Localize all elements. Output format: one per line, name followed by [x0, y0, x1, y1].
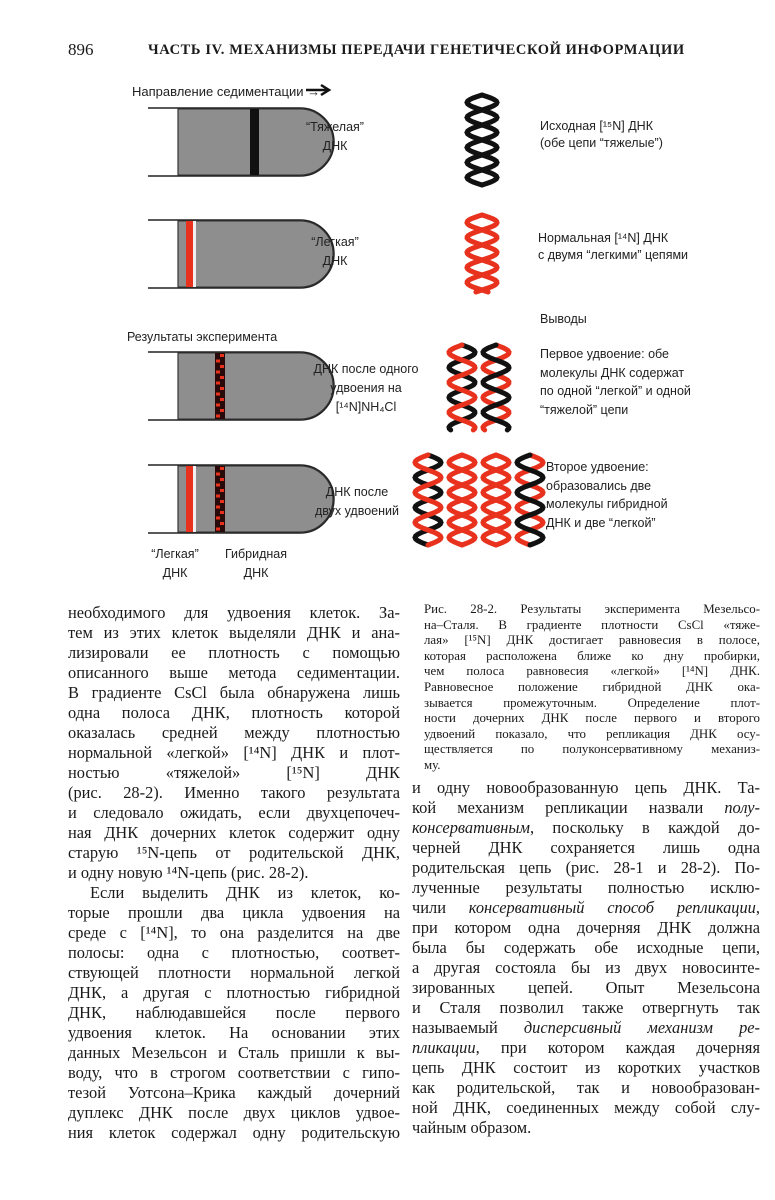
band-highlight — [193, 221, 196, 287]
text-line: данных Мезельсон и Сталь пришли к вы- — [68, 1043, 400, 1062]
emphasis: дисперсивный механизм ре- — [523, 1018, 760, 1037]
caption-line: му. — [424, 757, 441, 772]
label-line: ДНК после — [325, 485, 389, 499]
text-line: воду, что в строгом соответствии с гипо- — [68, 1063, 400, 1082]
label-line: образовались две — [546, 478, 652, 493]
label-line: по одной “легкой” и одной — [540, 384, 691, 398]
figure-caption — [424, 602, 760, 774]
band-highlight — [193, 466, 196, 532]
hybrid-band-speckle — [220, 511, 224, 514]
emphasis: пликации — [412, 1038, 476, 1057]
label-line: ДНК после одного — [313, 362, 419, 376]
second-doubling-tube — [178, 466, 333, 532]
hybrid-band-speckle — [220, 522, 224, 525]
text-line: одна полоса ДНК, плотность которой — [68, 703, 400, 722]
text-line: черней ДНК сохраняется лишь одна — [412, 838, 760, 857]
label-line: ДНК — [243, 566, 269, 580]
hybrid-band-speckle — [216, 415, 220, 418]
bottom-hybrid-label — [218, 545, 294, 583]
heavy-dna-label-line: ДНК — [322, 139, 348, 153]
caption-line: удвоений показало, что репликация ДНК осу- — [424, 726, 760, 741]
label-line: Второе удвоение: — [546, 460, 649, 474]
text-line: а другая состояла бы из двух новосинте- — [412, 958, 760, 977]
heavy-dna-label-line: “Тяжелая” — [306, 120, 364, 134]
text-line: чайным образом. — [412, 1118, 532, 1137]
label-line: молекулы ДНК содержат — [540, 365, 685, 380]
caption-line: Рис. 28-2. Результаты эксперимента Мезельсо- — [424, 602, 760, 616]
caption-line: чем полоса равновесия «легкой» [¹⁴N] ДНК. — [424, 664, 760, 679]
first-doubling-label — [540, 345, 691, 419]
light-dna-label — [300, 233, 370, 271]
caption-line: ности дочерних ДНК после первого и второго — [424, 711, 760, 726]
hybrid-band-speckle — [216, 506, 220, 509]
hybrid-band-speckle — [216, 382, 220, 385]
text-line: нормальной «легкой» [¹⁴N] ДНК и плот- — [68, 743, 400, 762]
hybrid-band-speckle — [216, 371, 220, 374]
text-line: была бы содержать обе исходные цепи, — [412, 938, 760, 957]
text-line: ния клеток содержал одну родительскую — [68, 1123, 400, 1142]
label-line: двух удвоений — [314, 504, 400, 518]
text-line: консервативным, поскольку в каждой до- — [412, 818, 760, 837]
second-doubling-label — [546, 458, 668, 532]
text-line: и одну новую ¹⁴N-цепь (рис. 28-2). — [68, 863, 309, 882]
after-one-doubling-label — [305, 360, 427, 417]
caption-line: на–Сталя. В градиенте плотности CsCl «тяже- — [424, 617, 760, 632]
text-line: оказалась средней между плотностью — [68, 723, 400, 742]
text-line: лученные результаты полностью исклю- — [412, 878, 760, 897]
text-line: (рис. 28-2). Именно такого результата — [68, 783, 400, 802]
text-line: старую ¹⁵N-цепь от родительской ДНК, — [68, 843, 400, 862]
hybrid-band-speckle — [220, 478, 224, 481]
left-text-column — [68, 603, 400, 1143]
text-line: лизировали ее плотность с помощью — [68, 643, 400, 662]
hybrid-band-speckle — [220, 467, 224, 470]
text-line: и одну новообразованную цепь ДНК. Та- — [412, 778, 760, 797]
label-line: “тяжелой” цепи — [540, 402, 629, 417]
hybrid-band-speckle — [216, 404, 220, 407]
label-line: молекулы гибридной — [546, 497, 668, 511]
text-line: чили консервативный способ репликации, — [412, 898, 760, 917]
text-line: ностью «тяжелой» [¹⁵N] ДНК — [68, 763, 400, 782]
emphasis: консервативным — [412, 818, 530, 837]
label-line: удвоения на — [330, 381, 402, 395]
normal-dna-label — [538, 230, 688, 264]
hybrid-band-speckle — [216, 360, 220, 363]
hybrid-band-speckle — [220, 409, 224, 412]
text-line: удвоения клеток. На основании этих — [68, 1023, 400, 1042]
text-line: и следовало ожидать, если двухцепочеч- — [68, 803, 400, 822]
text-line: как родительской, так и новообразован- — [412, 1078, 760, 1097]
running-title: ЧАСТЬ IV. МЕХАНИЗМЫ ПЕРЕДАЧИ ГЕНЕТИЧЕСКОЙ ИНФОРМАЦИИ — [148, 42, 685, 58]
label-line: “Легкая” — [151, 547, 199, 561]
text-line: и Сталя позволил также отвергнуть так — [412, 998, 760, 1017]
text-line: называемый дисперсивный механизм ре- — [412, 1018, 760, 1037]
text-line: торые прошли два цикла удвоения на — [68, 903, 400, 922]
hybrid-band-speckle — [220, 387, 224, 390]
text-line: описанного выше метода седиментации. — [68, 663, 400, 682]
text-line: дуплекс ДНК после двух циклов удвое- — [68, 1103, 400, 1122]
caption-line: зывается промежуточным. Определение плот- — [424, 695, 760, 710]
text-line: тем из этих клеток выделяли ДНК и ана- — [68, 623, 400, 642]
conclusions-title: Выводы — [540, 312, 587, 326]
hybrid-band-speckle — [216, 495, 220, 498]
light-dna-label-line: “Легкая” — [311, 235, 359, 249]
emphasis: полу- — [724, 798, 760, 817]
text-line: при котором одна дочерняя ДНК должна — [412, 918, 760, 937]
caption-line: Равновесное положение гибридной ДНК ока- — [424, 679, 760, 694]
label-line: Первое удвоение: обе — [540, 347, 670, 361]
hybrid-band-speckle — [216, 484, 220, 487]
label-line: Нормальная [¹⁴N] ДНК — [538, 231, 669, 245]
label-line: (обе цепи “тяжелые”) — [540, 136, 663, 150]
text-line: полосы: одна с плотностью, соответ- — [68, 943, 400, 962]
caption-line: ществляется по полуконсервативному механиз- — [424, 742, 760, 757]
hybrid-band-speckle — [220, 500, 224, 503]
label-line: с двумя “легкими” цепями — [538, 248, 689, 262]
label-line: Гибридная — [224, 547, 288, 561]
hybrid-band-speckle — [216, 528, 220, 531]
light-band — [186, 466, 193, 532]
text-line: ная ДНК дочерних клеток содержит одну — [68, 823, 400, 842]
text-line: ДНК, наблюдавшейся после первого — [68, 1003, 400, 1022]
emphasis: консервативный способ репликации — [468, 898, 756, 917]
hybrid-band-speckle — [220, 354, 224, 357]
text-line: тезой Уотсона–Крика каждый дочерний — [68, 1083, 400, 1102]
after-two-doublings-label — [312, 483, 402, 521]
light-dna-label-line: ДНК — [322, 254, 348, 268]
page-number: 896 — [68, 40, 94, 59]
hybrid-band-speckle — [216, 473, 220, 476]
heavy-dna-label — [300, 118, 370, 156]
right-text-column — [412, 778, 760, 1138]
label-line: Исходная [¹⁵N] ДНК — [540, 119, 653, 133]
text-line: Если выделить ДНК из клеток, ко- — [90, 883, 400, 902]
text-line: среде с [¹⁴N], то она разделится на две — [68, 923, 400, 942]
hybrid-band-speckle — [220, 398, 224, 401]
hybrid-band-speckle — [216, 517, 220, 520]
hybrid-band-speckle — [220, 376, 224, 379]
light-band — [186, 221, 193, 287]
text-line: пликации, при котором каждая дочерняя — [412, 1038, 760, 1057]
heavy-band — [250, 109, 259, 175]
source-dna-label — [540, 118, 663, 152]
hybrid-band-speckle — [220, 489, 224, 492]
bottom-light-label — [140, 545, 210, 583]
text-line: кой механизм репликации назвали полу- — [412, 798, 760, 817]
results-title: Результаты эксперимента — [127, 330, 278, 344]
text-line: родительская цепь (рис. 28-1 и 28-2). По- — [412, 858, 760, 877]
label-line: ДНК и две “легкой” — [546, 515, 656, 530]
text-line: ДНК, а другая с плотностью гибридной — [68, 983, 400, 1002]
hybrid-band-speckle — [216, 393, 220, 396]
text-line: необходимого для удвоения клеток. За- — [68, 603, 400, 622]
label-line: [¹⁴N]NH₄Cl — [335, 400, 397, 414]
text-line: ной ДНК, соединенных между собой слу- — [412, 1098, 760, 1117]
sedimentation-direction-label: Направление седиментации → — [132, 84, 321, 99]
text-line: цепь ДНК состоит из коротких участков — [412, 1058, 760, 1077]
text-line: В градиенте CsCl была обнаружена лишь — [68, 683, 400, 702]
caption-line: лая» [¹⁵N] ДНК достигает равновесия в полосе, — [424, 633, 760, 648]
hybrid-band-speckle — [220, 365, 224, 368]
label-line: ДНК — [162, 566, 188, 580]
text-line: зированных цепей. Опыт Мезельсона — [412, 978, 760, 997]
text-line: ствующей плотности нормальной легкой — [68, 963, 400, 982]
caption-line: которая расположена ближе ко дну пробирки, — [424, 648, 760, 663]
